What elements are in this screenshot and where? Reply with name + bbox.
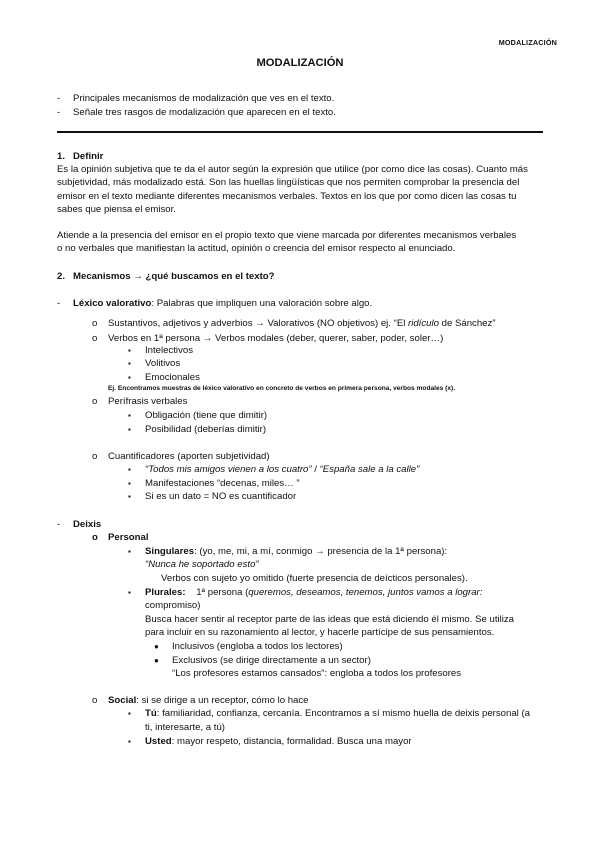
- square-bullet: ▪: [128, 492, 131, 501]
- verbos-item: Verbos en 1ª persona → Verbos modales (deber, querer, saber, poder, soler…): [108, 333, 444, 344]
- singulares-item: Singulares: (yo, me, mi, a mí, conmigo → presencia de la 1ª persona):: [145, 546, 448, 557]
- instruction-2: Señale tres rasgos de modalización que aparecen en el texto.: [73, 107, 336, 118]
- circle-bullet: o: [92, 333, 98, 344]
- verb-type: Emocionales: [145, 372, 200, 383]
- exclusivos-item: Exclusivos (se dirige directamente a un sector): [172, 655, 371, 666]
- dot-bullet: ●: [154, 656, 159, 665]
- verb-type: Intelectivos: [145, 345, 193, 356]
- tu-item: Tú: familiaridad, confianza, cercanía. Encontramos a sí mismo huella de deixis personal (a: [145, 708, 531, 719]
- running-header: MODALIZACIÓN: [498, 38, 557, 47]
- plurales-line-2: compromiso): [145, 600, 201, 611]
- plurales-desc-1: Busca hacer sentir al receptor parte de las ideas que está diciendo él mismo. Se utiliza: [145, 614, 515, 625]
- perifrasis-item: Perífrasis verbales: [108, 396, 188, 407]
- section-1-heading: Definir: [73, 151, 104, 162]
- cuantificadores-item: Cuantificadores (aporten subjetividad): [108, 451, 270, 462]
- definition-paragraph-2: Atiende a la presencia del emisor en el propio texto que viene marcada por diferentes mecanismos verbales o no verbales que manifiestan la actitud, opinión o creencia del emisor respecto al enunciado.: [57, 230, 517, 255]
- tu-line-2: ti, interesarte, a tú): [145, 722, 225, 733]
- cuant-dato: Si es un dato = NO es cuantificador: [145, 491, 297, 502]
- deixis-heading: Deixis: [73, 519, 102, 530]
- square-bullet: ▪: [128, 737, 131, 746]
- circle-bullet: o: [92, 532, 98, 543]
- instruction-1: Principales mecanismos de modalización que ves en el texto.: [73, 93, 335, 104]
- section-2-number: 2.: [57, 271, 66, 282]
- usted-item: Usted: mayor respeto, distancia, formalidad. Busca una mayor: [145, 736, 412, 747]
- square-bullet: ▪: [128, 465, 131, 474]
- dash-bullet: -: [57, 93, 61, 104]
- singulares-example: “Nunca he soportado esto”: [145, 559, 259, 570]
- plurales-item: Plurales: 1ª persona (queremos, deseamos, tenemos, juntos vamos a lograr:: [145, 587, 483, 598]
- dot-bullet: ●: [154, 642, 159, 651]
- square-bullet: ▪: [128, 479, 131, 488]
- sustantivos-item: Sustantivos, adjetivos y adverbios → Valorativos (NO objetivos) ej. “El ridículo de Sánchez”: [108, 318, 496, 329]
- deixis-personal: Personal: [108, 532, 149, 543]
- dash-bullet: -: [57, 107, 61, 118]
- square-bullet: ▪: [128, 425, 131, 434]
- singulares-note: Verbos con sujeto yo omitido (fuerte presencia de deícticos personales).: [161, 573, 468, 584]
- plurales-desc-2: para incluir en su razonamiento al lector, y hacerle partícipe de sus pensamientos.: [145, 627, 495, 638]
- perifrasis-sub: Obligación (tiene que dimitir): [145, 410, 268, 421]
- cuant-example: “Todos mis amigos vienen a los cuatro” / “España sale a la calle”: [145, 464, 420, 475]
- verb-type: Volitivos: [145, 358, 181, 369]
- page-title: MODALIZACIÓN: [256, 57, 344, 69]
- circle-bullet: o: [92, 695, 98, 706]
- cuant-manifestaciones: Manifestaciones “decenas, miles… ”: [145, 478, 300, 489]
- circle-bullet: o: [92, 451, 98, 462]
- deixis-social: Social: si se dirige a un receptor, cómo lo hace: [108, 695, 309, 706]
- square-bullet: ▪: [128, 359, 131, 368]
- dash-bullet: -: [57, 298, 61, 309]
- definition-paragraph: Es la opinión subjetiva que te da el autor según la expresión que utilice (por como dice las cosas). Cuanto más subjetividad, más modalizado está. Son las huellas lingüísticas que nos permiten comprobar la presencia del emisor en el texto mediante diferentes mecanismos verbales. Textos en los que por como dicen las cosas tu sabes que piensa el emisor.: [57, 164, 528, 216]
- circle-bullet: o: [92, 396, 98, 407]
- square-bullet: ▪: [128, 709, 131, 718]
- square-bullet: ▪: [128, 547, 131, 556]
- inclusivos-item: Inclusivos (engloba a todos los lectores): [172, 641, 343, 652]
- square-bullet: ▪: [128, 373, 131, 382]
- exclusivos-example: “Los profesores estamos cansados”: engloba a todos los profesores: [172, 668, 462, 679]
- dash-bullet: -: [57, 519, 61, 530]
- lexico-item: Léxico valorativo: Palabras que impliquen una valoración sobre algo.: [73, 298, 373, 309]
- square-bullet: ▪: [128, 346, 131, 355]
- square-bullet: ▪: [128, 411, 131, 420]
- verb-note: Ej. Encontramos muestras de léxico valorativo en concreto de verbos en primera persona, verbos modales (x).: [108, 385, 456, 392]
- perifrasis-sub: Posibilidad (deberías dimitir): [145, 424, 267, 435]
- divider: [57, 131, 543, 133]
- circle-bullet: o: [92, 318, 98, 329]
- section-1-number: 1.: [57, 151, 66, 162]
- square-bullet: ▪: [128, 588, 131, 597]
- section-2-heading: Mecanismos → ¿qué buscamos en el texto?: [73, 271, 275, 282]
